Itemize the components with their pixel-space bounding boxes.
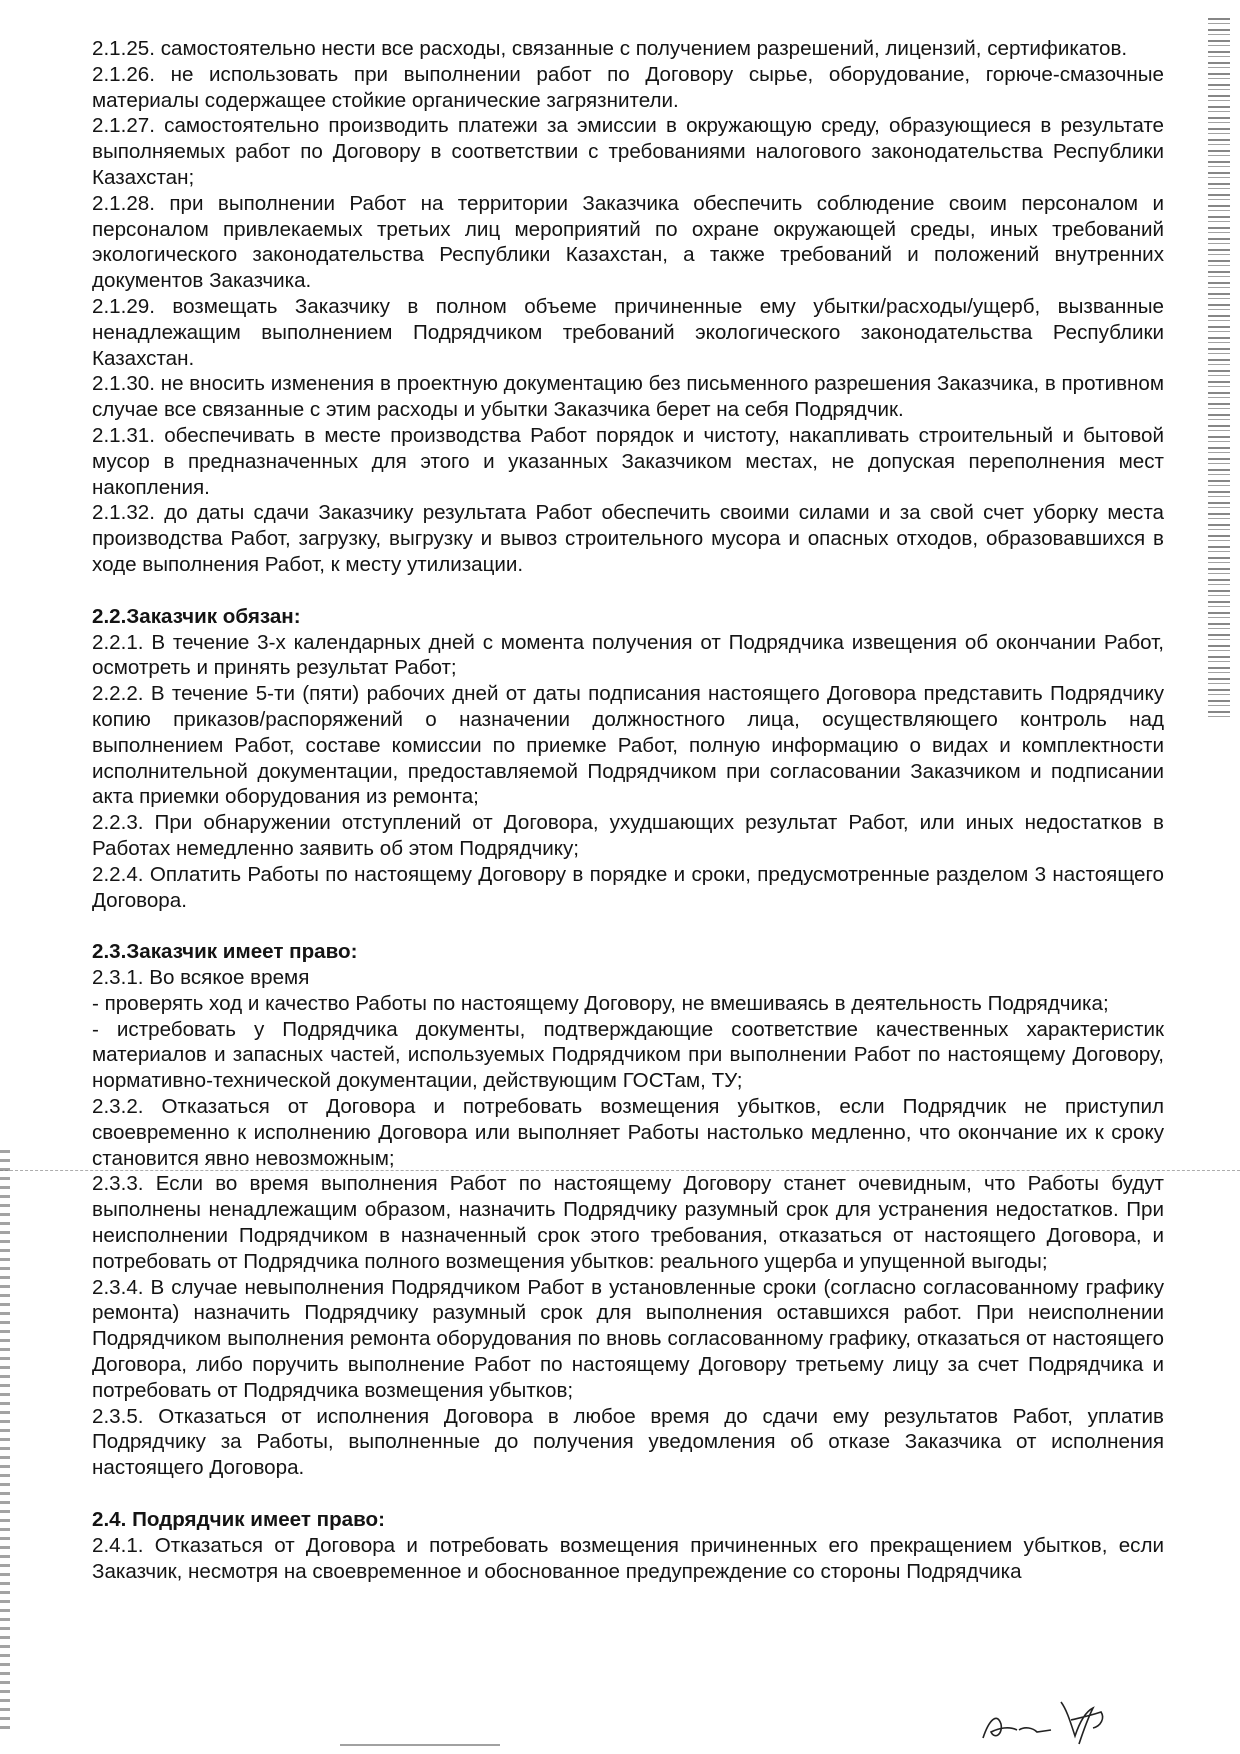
section-gap bbox=[92, 913, 1164, 939]
clause-2-1-26: 2.1.26. не использовать при выполнении работ по Договору сырье, оборудование, горюче-смазочные материалы содержащее стойкие органические загрязнители. bbox=[92, 62, 1164, 112]
handwritten-signature bbox=[975, 1690, 1125, 1750]
section-heading-2-4: 2.4. Подрядчик имеет право: bbox=[92, 1508, 385, 1532]
scan-bottom-mark bbox=[340, 1744, 500, 1746]
clause-2-1-27: 2.1.27. самостоятельно производить платежи за эмиссии в окружающую среду, образующиеся в результате выполняемых работ по Договору в соответствии с требованиями налогового законодательства Республики Казахстан; bbox=[92, 114, 1164, 189]
clause-2-2-1: 2.2.1. В течение 3-х календарных дней с момента получения от Подрядчика извещения об окончании Работ, осмотреть и принять результат Работ; bbox=[92, 630, 1164, 680]
clause-2-2-4: 2.2.4. Оплатить Работы по настоящему Договору в порядке и сроки, предусмотренные разделом 3 настоящего Договора. bbox=[92, 862, 1164, 912]
section-heading-2-3: 2.3.Заказчик имеет право: bbox=[92, 940, 358, 964]
scan-edge-marks-right bbox=[1208, 18, 1230, 718]
section-heading-2-2: 2.2.Заказчик обязан: bbox=[92, 604, 301, 628]
clause-2-3-2: 2.3.2. Отказаться от Договора и потребовать возмещения убытков, если Подрядчик не приступил своевременно к исполнению Договора или выполняет Работы настолько медленно, что окончание их к сроку становится явно невозможным; bbox=[92, 1095, 1164, 1170]
clause-2-1-25: 2.1.25. самостоятельно нести все расходы, связанные с получением разрешений, лицензий, сертификатов. bbox=[92, 37, 1128, 60]
scan-edge-marks-left bbox=[0, 1150, 10, 1730]
clause-2-1-28: 2.1.28. при выполнении Работ на территории Заказчика обеспечить соблюдение своим персоналом и персоналом привлекаемых третьих лиц мероприятий по охране окружающей среды, иных требований экологического законодательства Республики Казахстан, а также требований и положений внутренних документов Заказчика. bbox=[92, 191, 1164, 293]
section-gap bbox=[92, 578, 1164, 604]
clause-2-1-31: 2.1.31. обеспечивать в месте производства Работ порядок и чистоту, накапливать строительный и бытовой мусор в предназначенных для этого и указанных Заказчиком местах, не допуская переполнения мест накопления. bbox=[92, 423, 1164, 499]
section-gap bbox=[92, 1481, 1164, 1507]
clause-2-1-30: 2.1.30. не вносить изменения в проектную документацию без письменного разрешения Заказчика, в противном случае все связанные с этим расходы и убытки Заказчика берет на себя Подрядчик. bbox=[92, 372, 1164, 422]
clause-2-3-5: 2.3.5. Отказаться от исполнения Договора в любое время до сдачи ему результатов Работ, уплатив Подрядчику за Работы, выполненные до получения уведомления об отказе Заказчика от исполнения настоящего Договора. bbox=[92, 1404, 1164, 1480]
document-page bbox=[92, 36, 1164, 1584]
clause-2-3-1-check: - проверять ход и качество Работы по настоящему Договору, не вмешиваясь в деятельность Подрядчика; bbox=[92, 991, 1109, 1015]
clause-2-3-4: 2.3.4. В случае невыполнения Подрядчиком Работ в установленные сроки (согласно согласованному графику ремонта) назначить Подрядчику разумный срок для выполнения оставшихся работ. При неисполнении Подрядчиком выполнения ремонта оборудования по вновь согласованному графику, отказаться от настоящего Договора, либо поручить выполнение Работ по настоящему Договору третьему лицу за счет Подрядчика и потребовать от Подрядчика возмещения убытков; bbox=[92, 1275, 1164, 1402]
clause-2-1-29: 2.1.29. возмещать Заказчику в полном объеме причиненные ему убытки/расходы/ущерб, вызванные ненадлежащим выполнением Подрядчиком требований экологического законодательства Республики Казахстан. bbox=[92, 294, 1164, 370]
clause-2-1-32: 2.1.32. до даты сдачи Заказчику результата Работ обеспечить своими силами и за свой счет уборку места производства Работ, загрузку, выгрузку и вывоз строительного мусора и опасных отходов, образовавшихся в ходе выполнения Работ, к месту утилизации. bbox=[92, 501, 1164, 576]
clause-2-2-3: 2.2.3. При обнаружении отступлений от Договора, ухудшающих результат Работ, или иных недостатков в Работах немедленно заявить об этом Подрядчику; bbox=[92, 811, 1164, 860]
clause-2-3-1-request-docs: - истребовать у Подрядчика документы, подтверждающие соответствие качественных характеристик материалов и запасных частей, используемых Подрядчиком при выполнении Работ по настоящему Договору, нормативно-технической документации, действующим ГОСТам, ТУ; bbox=[92, 1017, 1164, 1093]
clause-2-3-1: 2.3.1. Во всякое время bbox=[92, 966, 310, 990]
clause-2-4-1: 2.4.1. Отказаться от Договора и потребовать возмещения причиненных его прекращением убытков, если Заказчик, несмотря на своевременное и обоснованное предупреждение со стороны Подрядчика bbox=[92, 1533, 1164, 1583]
clause-2-2-2: 2.2.2. В течение 5-ти (пяти) рабочих дней от даты подписания настоящего Договора представить Подрядчику копию приказов/распоряжений о назначении должностного лица, осуществляющего контроль над выполнением Работ, составе комиссии по приемке Работ, полную информацию о видах и комплектности исполнительной документации, предоставляемой Подрядчиком при согласовании Заказчиком и подписании акта приемки оборудования из ремонта; bbox=[92, 682, 1164, 809]
clause-2-3-3: 2.3.3. Если во время выполнения Работ по настоящему Договору станет очевидным, что Работы будут выполнены ненадлежащим образом, назначить Подрядчику разумный срок для устранения недостатков. При неисполнении Подрядчиком в назначенный срок этого требования, отказаться от настоящего Договора, и потребовать от Подрядчика полного возмещения убытков: реального ущерба и упущенной выгоды; bbox=[92, 1172, 1164, 1273]
